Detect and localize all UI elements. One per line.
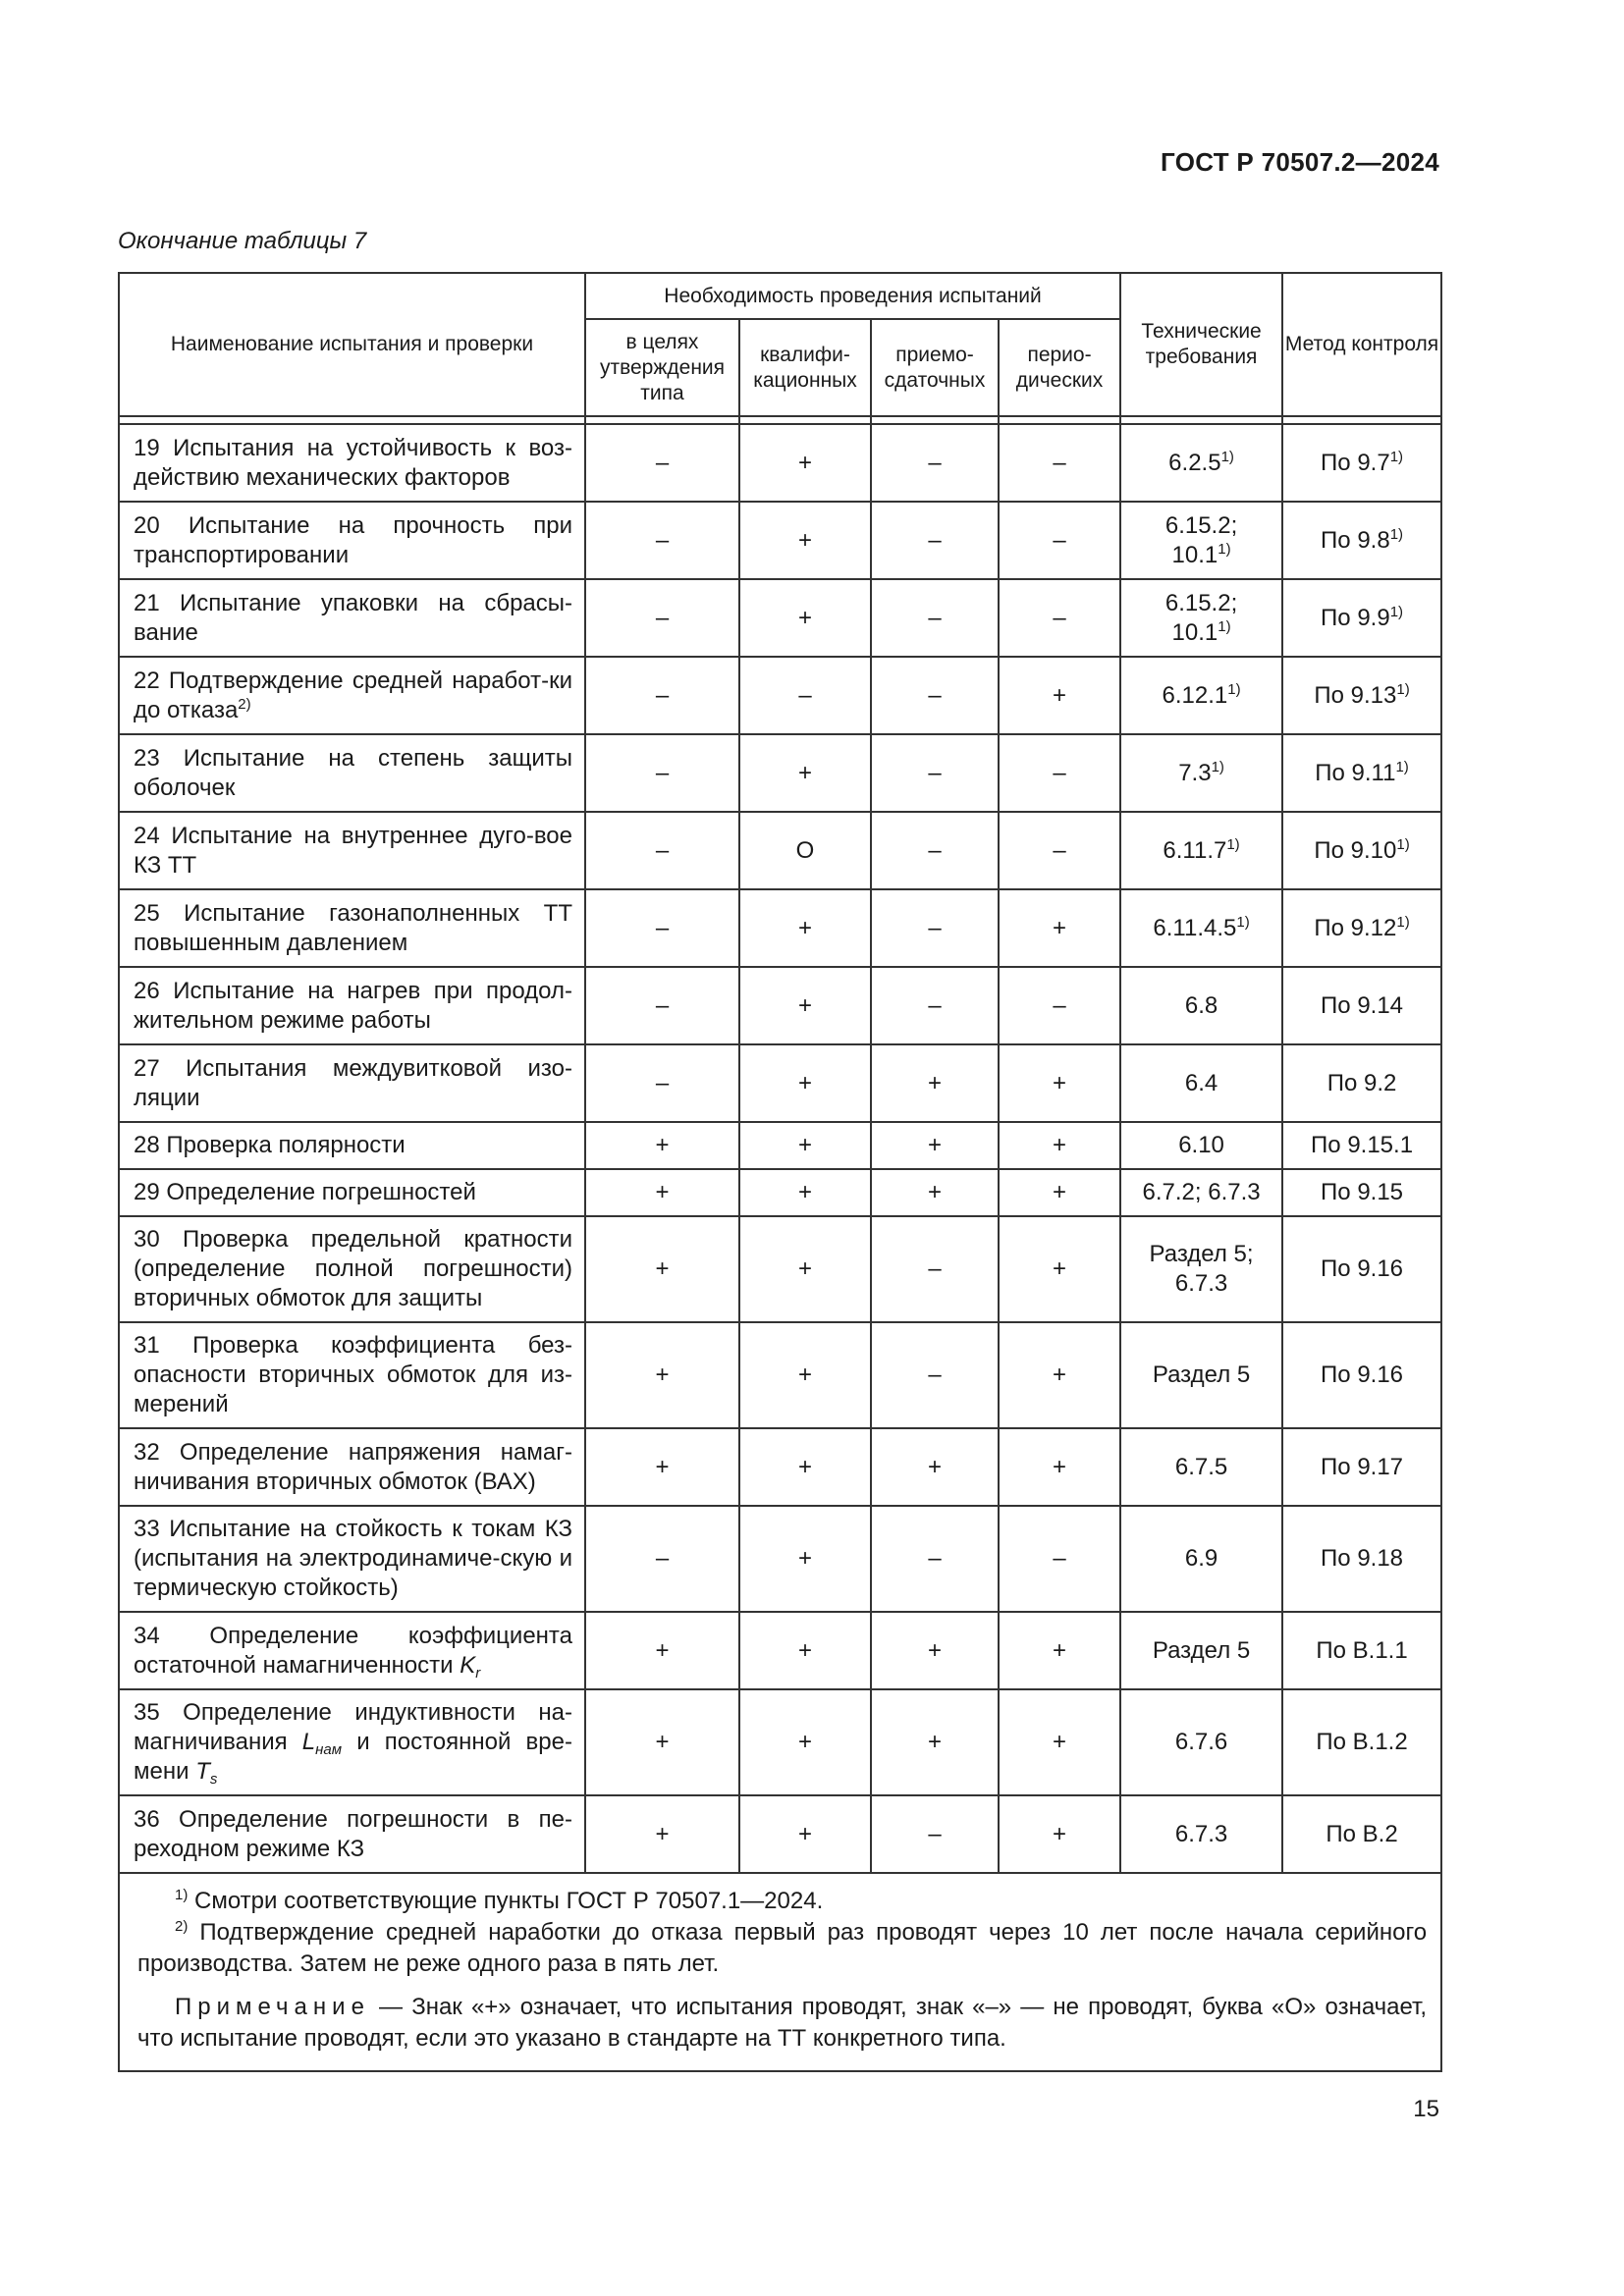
footnote-text: Смотри соответствующие пункты ГОСТ Р 70507.1—2024. xyxy=(188,1888,824,1914)
test-name: 22 Подтверждение средней наработ-ки до отказа xyxy=(134,667,572,723)
method-cell xyxy=(1282,1216,1441,1322)
test-name: 31 Проверка коэффициента без-опасности вторичных обмоток для из-мерений xyxy=(134,1332,572,1417)
qualification-cell: + xyxy=(739,1795,871,1873)
test-name-cell xyxy=(119,1689,585,1795)
col-header-periodic: перио-дических xyxy=(999,319,1120,416)
qualification-cell: + xyxy=(739,1216,871,1322)
periodic-cell: + xyxy=(999,657,1120,734)
tech-req-line: 6.15.2; xyxy=(1164,511,1238,539)
footnote-mark: 1) xyxy=(175,1887,189,1903)
qualification-cell: + xyxy=(739,424,871,502)
periodic-cell: + xyxy=(999,1216,1120,1322)
tech-req: 6.8 xyxy=(1184,991,1218,1019)
footnote-ref: 1) xyxy=(1389,448,1404,465)
col-header-acceptance: приемо-сдаточных xyxy=(871,319,999,416)
tech-req: 6.2.5 xyxy=(1168,449,1221,476)
footnote-ref: 1) xyxy=(1211,758,1224,775)
periodic-cell: – xyxy=(999,967,1120,1044)
test-name-cell xyxy=(119,1122,585,1169)
method: По 9.15.1 xyxy=(1311,1132,1414,1158)
footnote-ref: 1) xyxy=(1220,448,1234,465)
method: По 9.8 xyxy=(1321,526,1390,554)
test-name: 32 Определение напряжения намаг-ничивания вторичных обмоток (ВАХ) xyxy=(134,1438,572,1495)
type-approval-cell: – xyxy=(585,1044,739,1122)
periodic-cell: – xyxy=(999,502,1120,579)
footnote-ref: 1) xyxy=(1396,913,1410,931)
gap-cell xyxy=(585,416,739,424)
gap-cell xyxy=(119,416,585,424)
test-name: 33 Испытание на стойкость к токам КЗ (испытания на электродинамиче-скую и термическую стойкость) xyxy=(134,1516,572,1601)
test-name-part: и постоянной вре-мени xyxy=(134,1729,572,1785)
qualification-cell: О xyxy=(739,812,871,889)
tech-req-cell xyxy=(1120,1612,1282,1689)
type-approval-cell: + xyxy=(585,1795,739,1873)
tests-table xyxy=(118,272,1442,2072)
test-name-cell xyxy=(119,1216,585,1322)
tech-req-cell xyxy=(1120,1216,1282,1322)
method-cell xyxy=(1282,1689,1441,1795)
qualification-cell: + xyxy=(739,1612,871,1689)
footnote-ref: 1) xyxy=(1389,603,1404,620)
notes-cell xyxy=(119,1873,1441,2071)
type-approval-cell: – xyxy=(585,579,739,657)
periodic-cell: + xyxy=(999,1795,1120,1873)
gap-cell xyxy=(1282,416,1441,424)
type-approval-cell: + xyxy=(585,1216,739,1322)
method: По 9.18 xyxy=(1321,1545,1404,1572)
test-name: 28 Проверка полярности xyxy=(134,1132,406,1158)
method: По 9.10 xyxy=(1314,836,1397,864)
table-row xyxy=(119,1795,1441,1873)
tech-req: Раздел 5 xyxy=(1152,1636,1251,1664)
tech-req-cell xyxy=(1120,812,1282,889)
test-name-cell xyxy=(119,1428,585,1506)
symbol-letter: T xyxy=(195,1758,210,1785)
symbol-subscript: s xyxy=(209,1771,218,1788)
method-cell xyxy=(1282,424,1441,502)
table-row xyxy=(119,1044,1441,1122)
tech-req-line: 10.1 xyxy=(1171,618,1218,646)
footnote-ref: 1) xyxy=(1226,835,1240,853)
table-row xyxy=(119,579,1441,657)
table-row xyxy=(119,967,1441,1044)
test-name: 26 Испытание на нагрев при продол-жительном режиме работы xyxy=(134,977,572,1034)
tech-req: 6.10 xyxy=(1178,1132,1224,1158)
type-approval-cell: + xyxy=(585,1122,739,1169)
tech-req-cell xyxy=(1120,1428,1282,1506)
periodic-cell: – xyxy=(999,424,1120,502)
test-name-cell xyxy=(119,1169,585,1216)
acceptance-cell: + xyxy=(871,1428,999,1506)
periodic-cell: – xyxy=(999,1506,1120,1612)
test-name-part: 34 Определение коэффициента остаточной намагниченности xyxy=(134,1622,572,1679)
tech-req-cell xyxy=(1120,1322,1282,1428)
table-row xyxy=(119,812,1441,889)
tech-req: 6.11.7 xyxy=(1163,836,1227,864)
gap-cell xyxy=(1120,416,1282,424)
test-name: 20 Испытание на прочность при транспортировании xyxy=(134,511,572,568)
acceptance-cell: – xyxy=(871,889,999,967)
type-approval-cell: + xyxy=(585,1428,739,1506)
tech-req: 6.7.5 xyxy=(1174,1453,1228,1480)
type-approval-cell: + xyxy=(585,1322,739,1428)
periodic-cell: + xyxy=(999,1322,1120,1428)
qualification-cell: – xyxy=(739,657,871,734)
tech-req-cell xyxy=(1120,1689,1282,1795)
tech-req-line: 6.15.2; xyxy=(1164,589,1238,616)
type-approval-cell: – xyxy=(585,657,739,734)
table-caption: Окончание таблицы 7 xyxy=(118,228,367,254)
table-row xyxy=(119,1122,1441,1169)
footnote-ref: 1) xyxy=(1218,540,1231,558)
qualification-cell: + xyxy=(739,579,871,657)
method-cell xyxy=(1282,889,1441,967)
periodic-cell: + xyxy=(999,1612,1120,1689)
col-header-tech-req: Технические требования xyxy=(1120,273,1282,416)
test-name-cell xyxy=(119,1506,585,1612)
table-row xyxy=(119,1612,1441,1689)
col-header-qualification: квалифи-кационных xyxy=(739,319,871,416)
symbol xyxy=(195,1758,218,1788)
footnote-ref: 1) xyxy=(1218,617,1231,635)
test-name: 27 Испытания междувитковой изо-ляции xyxy=(134,1054,572,1111)
tech-req: Раздел 5 xyxy=(1152,1362,1251,1388)
symbol-letter: L xyxy=(301,1729,316,1755)
method: По В.1.1 xyxy=(1316,1636,1408,1664)
header-gap-row xyxy=(119,416,1441,424)
table-row xyxy=(119,889,1441,967)
tech-req: 6.7.6 xyxy=(1174,1729,1228,1755)
note-label: Примечание xyxy=(175,1994,370,2020)
method: По 9.13 xyxy=(1314,681,1397,709)
symbol-subscript: нам xyxy=(315,1741,343,1758)
periodic-cell: + xyxy=(999,1122,1120,1169)
qualification-cell: + xyxy=(739,889,871,967)
acceptance-cell: – xyxy=(871,1506,999,1612)
table-row xyxy=(119,1216,1441,1322)
note xyxy=(137,1992,1427,2055)
type-approval-cell: + xyxy=(585,1689,739,1795)
note-text: — Знак «+» означает, что испытания проводят, знак «–» — не проводят, буква «О» означает, что испытание проводят, если это указано в стандарте на ТТ конкретного типа. xyxy=(137,1994,1428,2052)
type-approval-cell: – xyxy=(585,734,739,812)
test-name-cell xyxy=(119,1795,585,1873)
tech-req-cell xyxy=(1120,1122,1282,1169)
tech-req-cell xyxy=(1120,1044,1282,1122)
tech-req-cell xyxy=(1120,967,1282,1044)
acceptance-cell: – xyxy=(871,502,999,579)
footnote-text: Подтверждение средней наработки до отказа первый раз проводят через 10 лет после начала серийного производства. Затем не реже одного раза в пять лет. xyxy=(137,1919,1428,1977)
type-approval-cell: – xyxy=(585,1506,739,1612)
tech-req-cell xyxy=(1120,1169,1282,1216)
test-name: 36 Определение погрешности в пе-реходном режиме КЗ xyxy=(134,1805,572,1862)
periodic-cell: – xyxy=(999,579,1120,657)
tech-req: 6.4 xyxy=(1184,1069,1218,1096)
method-cell xyxy=(1282,657,1441,734)
qualification-cell: + xyxy=(739,1428,871,1506)
col-header-need-group: Необходимость проведения испытаний xyxy=(585,273,1120,319)
table-row xyxy=(119,1506,1441,1612)
tech-req-line: 6.7.3 xyxy=(1174,1270,1228,1297)
symbol-subscript: r xyxy=(475,1664,481,1682)
footnote-ref: 2) xyxy=(238,695,251,713)
test-name-cell xyxy=(119,502,585,579)
footnote-ref: 1) xyxy=(1236,913,1250,931)
gap-cell xyxy=(739,416,871,424)
periodic-cell: + xyxy=(999,1689,1120,1795)
footnote-ref: 1) xyxy=(1396,835,1410,853)
tech-req: 6.12.1 xyxy=(1162,681,1228,709)
method-cell xyxy=(1282,1795,1441,1873)
document-code: ГОСТ Р 70507.2—2024 xyxy=(1161,147,1439,177)
method-cell xyxy=(1282,579,1441,657)
test-name: 29 Определение погрешностей xyxy=(134,1179,476,1205)
tech-req-cell xyxy=(1120,502,1282,579)
type-approval-cell: – xyxy=(585,889,739,967)
qualification-cell: + xyxy=(739,1122,871,1169)
test-name-cell xyxy=(119,1044,585,1122)
footnote-ref: 1) xyxy=(1389,525,1404,543)
page-number: 15 xyxy=(1413,2096,1439,2122)
qualification-cell: + xyxy=(739,1169,871,1216)
method: По 9.9 xyxy=(1321,604,1390,631)
footnote-ref: 1) xyxy=(1227,680,1241,698)
symbol xyxy=(460,1651,481,1682)
tech-req: 6.9 xyxy=(1184,1545,1218,1572)
col-header-method: Метод контроля xyxy=(1282,273,1441,416)
periodic-cell: – xyxy=(999,812,1120,889)
test-name-part: 35 Определение индуктивности на-магничивания xyxy=(134,1699,572,1755)
footnote-2 xyxy=(137,1917,1427,1980)
test-name-cell xyxy=(119,657,585,734)
table-row xyxy=(119,1169,1441,1216)
method-cell xyxy=(1282,1044,1441,1122)
tech-req-cell xyxy=(1120,1795,1282,1873)
method: По В.2 xyxy=(1326,1820,1398,1847)
method: По 9.17 xyxy=(1321,1453,1404,1480)
col-header-name: Наименование испытания и проверки xyxy=(119,273,585,416)
qualification-cell: + xyxy=(739,734,871,812)
method: По 9.2 xyxy=(1326,1069,1397,1096)
method-cell xyxy=(1282,967,1441,1044)
table-row xyxy=(119,424,1441,502)
acceptance-cell: + xyxy=(871,1689,999,1795)
acceptance-cell: + xyxy=(871,1612,999,1689)
gap-cell xyxy=(999,416,1120,424)
method-cell xyxy=(1282,502,1441,579)
footnote-ref: 1) xyxy=(1395,758,1409,775)
method-cell xyxy=(1282,1428,1441,1506)
test-name-cell xyxy=(119,967,585,1044)
type-approval-cell: – xyxy=(585,967,739,1044)
table-row xyxy=(119,1689,1441,1795)
qualification-cell: + xyxy=(739,1322,871,1428)
col-header-type-approval: в целях утверждения типа xyxy=(585,319,739,416)
periodic-cell: – xyxy=(999,734,1120,812)
test-name-cell xyxy=(119,424,585,502)
test-name: 23 Испытание на степень защиты оболочек xyxy=(134,744,572,801)
method-cell xyxy=(1282,1506,1441,1612)
tech-req-line: 10.1 xyxy=(1171,541,1218,568)
symbol xyxy=(301,1729,343,1758)
method: По 9.12 xyxy=(1314,914,1397,941)
method-cell xyxy=(1282,734,1441,812)
method: По 9.14 xyxy=(1321,991,1404,1019)
qualification-cell: + xyxy=(739,967,871,1044)
acceptance-cell: + xyxy=(871,1122,999,1169)
qualification-cell: + xyxy=(739,1506,871,1612)
table-row xyxy=(119,1428,1441,1506)
method: По 9.7 xyxy=(1321,449,1390,476)
qualification-cell: + xyxy=(739,502,871,579)
tech-req: 7.3 xyxy=(1178,759,1212,786)
acceptance-cell: – xyxy=(871,967,999,1044)
test-name: 24 Испытание на внутреннее дуго-вое КЗ ТТ xyxy=(134,822,572,879)
periodic-cell: + xyxy=(999,1169,1120,1216)
tech-req: 6.7.3 xyxy=(1174,1820,1228,1847)
table-row xyxy=(119,1322,1441,1428)
tech-req-cell xyxy=(1120,424,1282,502)
tech-req: 6.11.4.5 xyxy=(1153,914,1237,941)
method: По 9.16 xyxy=(1321,1362,1404,1388)
footnote-1 xyxy=(137,1886,1427,1917)
method: По 9.11 xyxy=(1315,759,1396,786)
acceptance-cell: – xyxy=(871,1322,999,1428)
symbol-letter: K xyxy=(460,1651,476,1679)
table-row xyxy=(119,734,1441,812)
tech-req-cell xyxy=(1120,579,1282,657)
table-row xyxy=(119,657,1441,734)
method-cell xyxy=(1282,1612,1441,1689)
tech-req-line: Раздел 5; xyxy=(1149,1241,1254,1267)
method-cell xyxy=(1282,1169,1441,1216)
method: По В.1.2 xyxy=(1316,1729,1408,1755)
test-name: 21 Испытание упаковки на сбрасы-вание xyxy=(134,589,572,646)
tech-req: 6.7.2; 6.7.3 xyxy=(1142,1179,1261,1205)
acceptance-cell: – xyxy=(871,812,999,889)
tech-req-cell xyxy=(1120,1506,1282,1612)
method-cell xyxy=(1282,812,1441,889)
method: По 9.16 xyxy=(1321,1255,1404,1282)
acceptance-cell: – xyxy=(871,424,999,502)
table-row xyxy=(119,502,1441,579)
qualification-cell: + xyxy=(739,1689,871,1795)
type-approval-cell: + xyxy=(585,1169,739,1216)
acceptance-cell: – xyxy=(871,734,999,812)
gap-cell xyxy=(871,416,999,424)
test-name-cell xyxy=(119,812,585,889)
test-name: 30 Проверка предельной кратности (определение полной погрешности) вторичных обмоток для защиты xyxy=(134,1226,572,1311)
acceptance-cell: + xyxy=(871,1044,999,1122)
periodic-cell: + xyxy=(999,889,1120,967)
tech-req-cell xyxy=(1120,657,1282,734)
acceptance-cell: + xyxy=(871,1169,999,1216)
periodic-cell: + xyxy=(999,1044,1120,1122)
type-approval-cell: – xyxy=(585,424,739,502)
test-name-cell xyxy=(119,579,585,657)
footnote-ref: 1) xyxy=(1396,680,1410,698)
acceptance-cell: – xyxy=(871,579,999,657)
type-approval-cell: – xyxy=(585,502,739,579)
test-name: 25 Испытание газонаполненных ТТ повышенным давлением xyxy=(134,899,572,956)
footnote-mark: 2) xyxy=(175,1918,189,1935)
method-cell xyxy=(1282,1322,1441,1428)
test-name-cell xyxy=(119,1322,585,1428)
acceptance-cell: – xyxy=(871,657,999,734)
acceptance-cell: – xyxy=(871,1216,999,1322)
test-name-cell xyxy=(119,1612,585,1689)
method-cell xyxy=(1282,1122,1441,1169)
type-approval-cell: + xyxy=(585,1612,739,1689)
method: По 9.15 xyxy=(1321,1179,1404,1205)
tech-req-cell xyxy=(1120,734,1282,812)
type-approval-cell: – xyxy=(585,812,739,889)
test-name-cell xyxy=(119,734,585,812)
test-name-cell xyxy=(119,889,585,967)
test-name: 19 Испытания на устойчивость к воз-действию механических факторов xyxy=(134,434,572,491)
acceptance-cell: – xyxy=(871,1795,999,1873)
periodic-cell: + xyxy=(999,1428,1120,1506)
tech-req-cell xyxy=(1120,889,1282,967)
qualification-cell: + xyxy=(739,1044,871,1122)
notes-row xyxy=(119,1873,1441,2071)
